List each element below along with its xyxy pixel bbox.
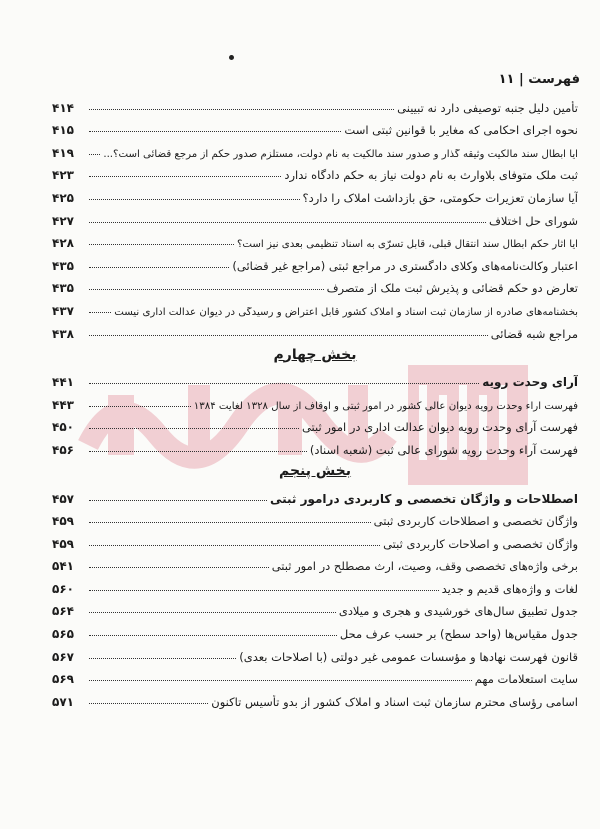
toc-entry-page-number: ۵۶۹ — [52, 672, 74, 687]
dot-leader — [89, 267, 229, 268]
toc-entry — [52, 528, 578, 551]
toc-entry — [52, 596, 578, 619]
toc-entry-page-number: ۴۱۴ — [52, 100, 74, 115]
dot-leader — [89, 451, 307, 452]
dot-leader — [89, 635, 337, 636]
toc-entry-title: تأمین دلیل جنبه توصیفی دارد نه تبیینی — [397, 100, 578, 115]
toc-entry-page-number: ۴۱۹ — [52, 145, 74, 160]
toc-entry-title: آرای وحدت رویه — [482, 375, 578, 390]
toc-entry-title: شورای حل اختلاف — [488, 213, 578, 228]
toc-entry-page-number: ۴۳۵ — [52, 258, 74, 273]
dot-leader — [89, 500, 267, 501]
toc-entry — [52, 686, 578, 709]
running-header: فهرست | ۱۱ — [498, 72, 580, 87]
toc-entry-title: فهرست آرای وحدت رویه دیوان عدالت اداری در امور ثبتی — [301, 420, 578, 435]
toc-entry-title: بخشنامه‌های صادره از سازمان ثبت اسناد و املاک کشور قابل اعتراض و رسیدگی در دیوان عدالت اداری نیست — [114, 306, 578, 318]
dot-leader — [89, 176, 281, 177]
dot-leader — [89, 522, 371, 523]
toc-entry-page-number: ۴۵۹ — [52, 536, 74, 551]
dot-leader — [89, 289, 324, 290]
toc-entry-title: مراجع شبه قضائی — [490, 326, 578, 341]
toc-entry — [52, 228, 578, 251]
toc-entry-title: آیا آثار حکم ابطال سند انتقال قبلی، قابل تسرّی به اسناد تنظیمی بعدی نیز است؟ — [236, 239, 578, 251]
toc-entry — [52, 618, 578, 641]
section-heading: بخش چهارم — [273, 346, 357, 363]
dot-leader — [89, 244, 234, 245]
dot-leader — [89, 222, 486, 223]
toc-entry — [52, 137, 578, 160]
toc-entry — [52, 483, 578, 506]
toc-entry-title: جدول تطبیق سال‌های خورشیدی و هجری و میلادی — [338, 604, 578, 619]
toc-entry-title: اعتبار وکالت‌نامه‌های وکلای دادگستری در مراجع ثبتی (مراجع غیر قضائی) — [232, 258, 578, 273]
toc-entry — [52, 412, 578, 435]
toc-entry-title: تعارض دو حکم قضائی و پذیرش ثبت ملک از متصرف — [326, 281, 578, 296]
dot-leader — [89, 545, 380, 546]
toc-entry — [52, 434, 578, 457]
toc-entry — [52, 367, 578, 390]
toc-entry — [52, 115, 578, 138]
toc-entry — [52, 160, 578, 183]
toc-entry — [52, 295, 578, 318]
dot-leader — [89, 383, 479, 384]
toc-entry-page-number: ۴۲۵ — [52, 190, 74, 205]
toc-entry-page-number: ۵۶۵ — [52, 627, 74, 642]
toc-entry-title: اصطلاحات و واژگان تخصصی و کاربردی درامور ثبتی — [269, 491, 578, 506]
toc-entry-page-number: ۴۳۷ — [52, 303, 74, 318]
toc-entry-title: فهرست آراء وحدت رویه دیوان عالی کشور در امور ثبتی و اوقاف از سال ۱۳۲۸ لغایت ۱۳۸۴ — [193, 400, 578, 412]
toc-entry — [52, 506, 578, 529]
toc-entry-page-number: ۵۶۰ — [52, 581, 74, 596]
dot-leader — [89, 428, 299, 429]
toc-entry — [52, 664, 578, 687]
toc-entry-page-number: ۵۷۱ — [52, 694, 74, 709]
toc-entry-page-number: ۴۵۷ — [52, 491, 74, 506]
toc-entry-page-number: ۴۳۸ — [52, 326, 74, 341]
dot-leader — [89, 131, 341, 132]
toc-entry-page-number: ۴۳۵ — [52, 281, 74, 296]
toc-entry-page-number: ۵۶۴ — [52, 604, 74, 619]
toc-entry — [52, 389, 578, 412]
toc-entry-page-number: ۴۵۹ — [52, 514, 74, 529]
dot-leader — [89, 312, 111, 313]
dot-leader — [89, 335, 488, 336]
toc-entry-title: سایت استعلامات مهم — [474, 672, 578, 687]
toc-entry-title: آیا ابطال سند مالکیت وثیقه گذار و صدور سند مالکیت به نام دولت، مستلزم صدور حکم از مرجع قضائی است؟... — [103, 148, 578, 160]
toc-entry — [52, 92, 578, 115]
toc-entry — [52, 205, 578, 228]
toc-entry-page-number: ۴۴۳ — [52, 397, 74, 412]
toc-entry — [52, 551, 578, 574]
toc-entry-title: قانون فهرست نهادها و مؤسسات عمومی غیر دولتی (با اصلاحات بعدی) — [239, 649, 578, 664]
dot-leader — [89, 567, 269, 568]
toc-entry-title: واژگان تخصصی و اصطلاحات کاربردی ثبتی — [373, 514, 578, 529]
dot-leader — [89, 406, 191, 407]
dot-leader — [89, 199, 300, 200]
toc-entry-title: فهرست آراء وحدت رویه شورای عالی ثبت (شعبه اسناد) — [309, 442, 578, 457]
toc-entry-title: نحوه اجرای احکامی که مغایر با قوانین ثبتی است — [344, 123, 578, 138]
toc-entry-page-number: ۴۲۳ — [52, 168, 74, 183]
toc-entry — [52, 273, 578, 296]
toc-entry-page-number: ۴۵۰ — [52, 420, 74, 435]
toc-entry — [52, 250, 578, 273]
dot-leader — [89, 154, 100, 155]
dot-leader — [89, 590, 439, 591]
toc-entry-title: واژگان تخصصی و اصلاحات کاربردی ثبتی — [383, 536, 578, 551]
dot-leader — [89, 612, 336, 613]
toc-entry-page-number: ۴۲۸ — [52, 236, 74, 251]
toc-entry-page-number: ۵۴۱ — [52, 559, 74, 574]
toc-entry-title: جدول مقیاس‌ها (واحد سطح) بر حسب عرف محل — [339, 627, 578, 642]
toc-entry — [52, 182, 578, 205]
toc-entry-page-number: ۴۲۷ — [52, 213, 74, 228]
toc-entry-title: آیا سازمان تعزیرات حکومتی، حق بازداشت املاک را دارد؟ — [302, 190, 578, 205]
toc-entry-page-number: ۴۱۵ — [52, 123, 74, 138]
toc-entry-page-number: ۵۶۷ — [52, 649, 74, 664]
section-heading: بخش پنجم — [278, 462, 352, 479]
toc-entry-title: لغات و واژه‌های قدیم و جدید — [441, 581, 578, 596]
toc-entry-title: ثبت ملک متوفای بلاوارث به نام دولت نیاز به حکم دادگاه ندارد — [284, 168, 578, 183]
dot-leader — [89, 703, 208, 704]
dot-leader — [89, 680, 472, 681]
dot-leader — [89, 109, 394, 110]
toc-entry — [52, 641, 578, 664]
toc-entry-page-number: ۴۵۶ — [52, 442, 74, 457]
toc-entry-title: اسامی رؤسای محترم سازمان ثبت اسناد و املاک کشور از بدو تأسیس تاکنون — [211, 694, 578, 709]
toc-entry — [52, 573, 578, 596]
toc-entry-title: برخی واژه‌های تخصصی وقف، وصیت، ارث مصطلح در امور ثبتی — [271, 559, 578, 574]
toc-entry — [52, 318, 578, 341]
dot-leader — [89, 658, 236, 659]
ink-dot — [229, 55, 234, 60]
toc-entry-page-number: ۴۴۱ — [52, 375, 74, 390]
table-of-contents — [52, 92, 578, 709]
